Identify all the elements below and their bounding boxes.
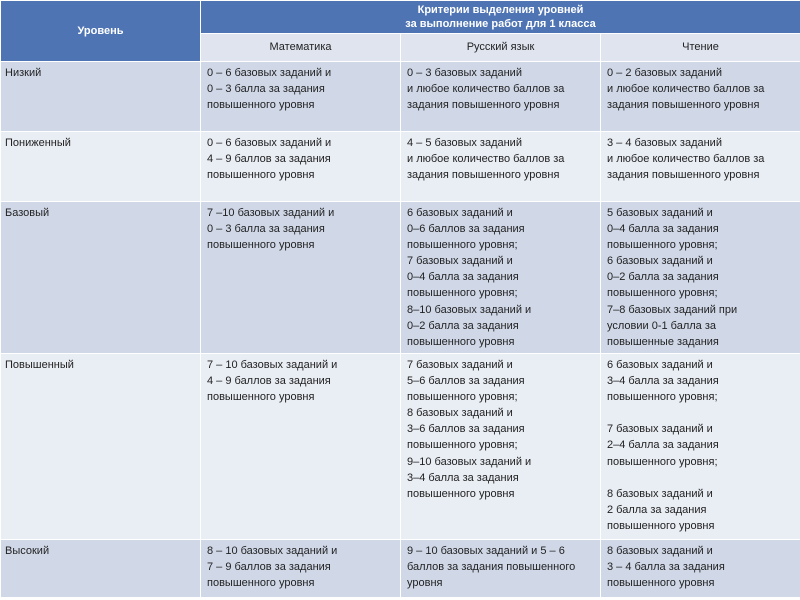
level-cell: Низкий (1, 62, 201, 132)
reading-cell: 3 – 4 базовых заданий и любое количество баллов за задания повышенного уровня (601, 132, 800, 202)
math-cell: 0 – 6 базовых заданий и 0 – 3 балла за задания повышенного уровня (201, 62, 401, 132)
criteria-header (201, 1, 800, 34)
reading-cell: 5 базовых заданий и 0–4 балла за задания повышенного уровня; 6 базовых заданий и 0–2 балла за задания повышенного уровня; 7–8 базовых заданий при условии 0-1 балла за повышенные задания (601, 202, 800, 354)
reading-cell: 0 – 2 базовых заданий и любое количество баллов за задания повышенного уровня (601, 62, 800, 132)
level-cell: Высокий (1, 540, 201, 598)
math-cell: 7 – 10 базовых заданий и 4 – 9 баллов за задания повышенного уровня (201, 354, 401, 540)
level-cell: Базовый (1, 202, 201, 354)
level-cell: Повышенный (1, 354, 201, 540)
subject-header-russian: Русский язык (401, 34, 601, 62)
table-row (1, 354, 800, 540)
russian-cell: 9 – 10 базовых заданий и 5 – 6 баллов за задания повышенного уровня (401, 540, 601, 598)
subject-header-math: Математика (201, 34, 401, 62)
russian-cell: 7 базовых заданий и 5–6 баллов за задания повышенного уровня; 8 базовых заданий и 3–6 баллов за задания повышенного уровня; 9–10 базовых заданий и 3–4 балла за задания повышенного уровня (401, 354, 601, 540)
level-cell: Пониженный (1, 132, 201, 202)
russian-cell: 6 базовых заданий и 0–6 баллов за задания повышенного уровня; 7 базовых заданий и 0–4 балла за задания повышенного уровня; 8–10 базовых заданий и 0–2 балла за задания повышенного уровня (401, 202, 601, 354)
math-cell: 7 –10 базовых заданий и 0 – 3 балла за задания повышенного уровня (201, 202, 401, 354)
reading-cell: 6 базовых заданий и 3–4 балла за задания повышенного уровня; 7 базовых заданий и 2–4 балла за задания повышенного уровня; 8 базовых заданий и 2 балла за задания повышенного уровня (601, 354, 800, 540)
level-header-text: Уровень (77, 25, 124, 37)
criteria-title: Критерии выделения уровней (417, 4, 584, 16)
math-cell: 0 – 6 базовых заданий и 4 – 9 баллов за задания повышенного уровня (201, 132, 401, 202)
russian-cell: 4 – 5 базовых заданий и любое количество баллов за задания повышенного уровня (401, 132, 601, 202)
math-cell: 8 – 10 базовых заданий и 7 – 9 баллов за задания повышенного уровня (201, 540, 401, 598)
subject-header-reading: Чтение (601, 34, 800, 62)
level-column-header (1, 1, 201, 62)
russian-cell: 0 – 3 базовых заданий и любое количество баллов за задания повышенного уровня (401, 62, 601, 132)
table-row (1, 540, 800, 598)
criteria-subtitle: за выполнение работ для 1 класса (405, 18, 596, 30)
table-row (1, 62, 800, 132)
reading-cell: 8 базовых заданий и 3 – 4 балла за задания повышенного уровня (601, 540, 800, 598)
table-row (1, 202, 800, 354)
table-row (1, 132, 800, 202)
